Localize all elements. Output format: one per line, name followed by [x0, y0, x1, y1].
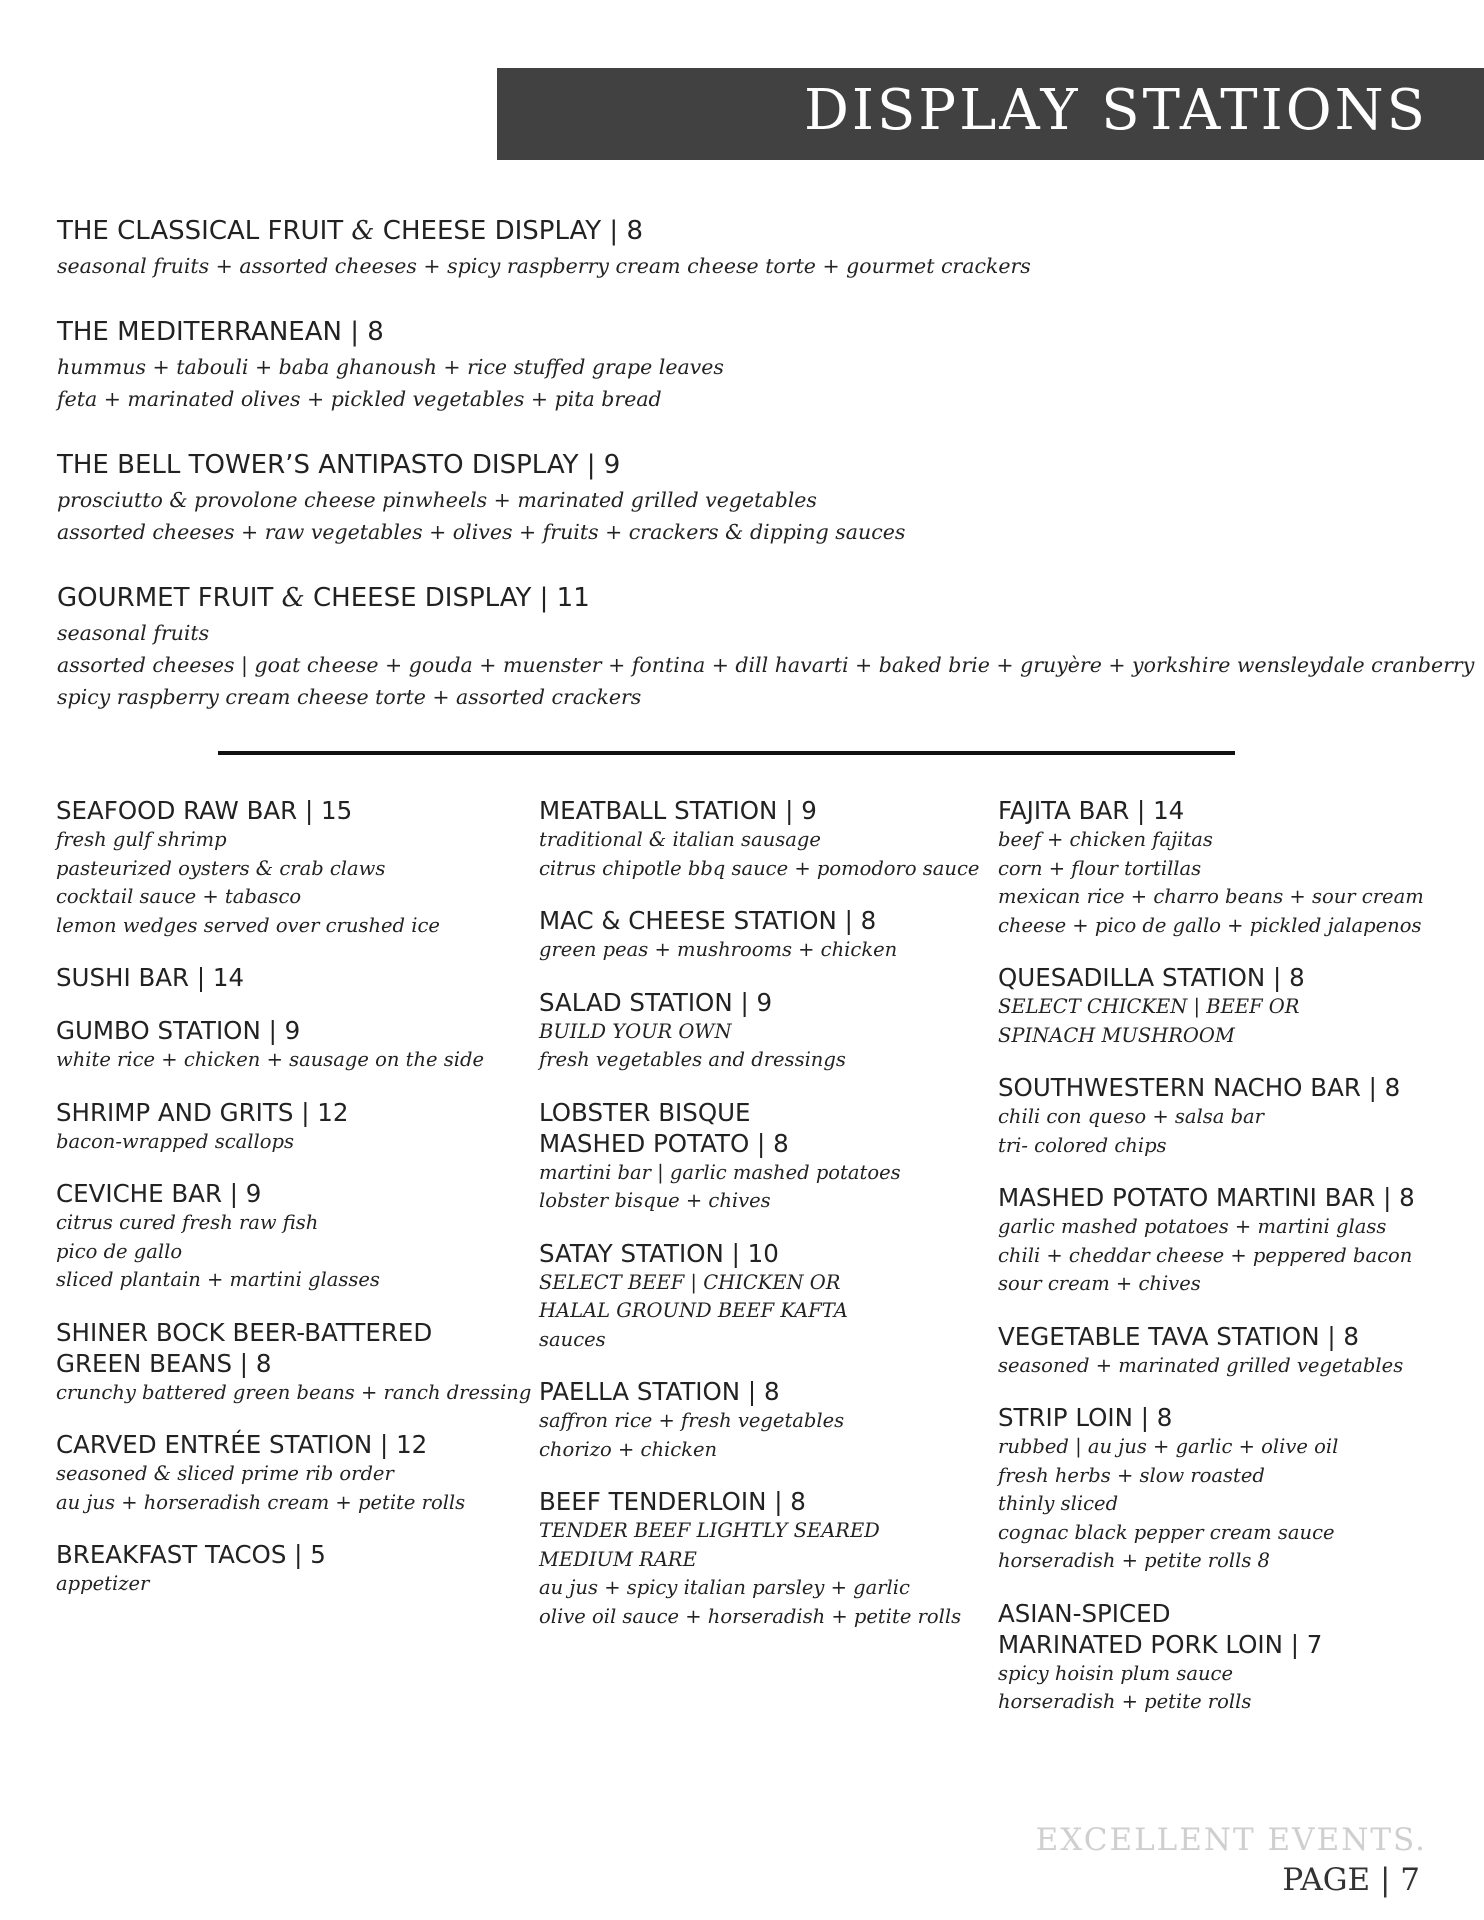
station-description: mexican rice + charro beans + sour cream [998, 885, 1424, 908]
station-description: SPINACH MUSHROOM [998, 1023, 1235, 1047]
section-description: feta + marinated olives + pickled vegetables + pita bread [57, 387, 662, 411]
station-entry [539, 987, 1009, 1075]
station-entry [998, 1598, 1468, 1717]
section-divider [218, 751, 1235, 755]
station-description: cheese + pico de gallo + pickled jalapenos [998, 913, 1422, 937]
station-entry [56, 1178, 526, 1295]
featured-entry [57, 314, 1447, 415]
station-entry [539, 1376, 1009, 1464]
station-description: fresh herbs + slow roasted [998, 1463, 1265, 1487]
station-description: appetizer [56, 1572, 150, 1595]
station-description: white rice + chicken + sausage on the side [56, 1048, 485, 1071]
station-title: PAELLA STATION | 8 [539, 1377, 780, 1406]
station-entry [56, 962, 526, 993]
section-description: spicy raspberry cream cheese torte + assorted crackers [57, 685, 642, 709]
featured-entry [57, 447, 1447, 548]
page-title: DISPLAY STATIONS [804, 78, 1428, 143]
station-title: VEGETABLE TAVA STATION | 8 [998, 1321, 1359, 1351]
station-description: beef + chicken fajitas [998, 828, 1213, 851]
station-description: HALAL GROUND BEEF KAFTA [539, 1299, 848, 1322]
featured-entry [57, 580, 1475, 713]
station-description: horseradish + petite rolls 8 [998, 1549, 1270, 1572]
station-description: chorizo + chicken [539, 1437, 718, 1461]
station-description: cocktail sauce + tabasco [56, 885, 302, 908]
station-entry [539, 1486, 1009, 1631]
station-description: garlic mashed potatoes + martini glass [998, 1215, 1387, 1238]
station-description: lobster bisque + chives [539, 1189, 771, 1212]
station-description: BUILD YOUR OWN [539, 1019, 732, 1043]
station-title: MASHED POTATO | 8 [539, 1128, 789, 1158]
featured-displays [57, 213, 1475, 745]
station-title: FAJITA BAR | 14 [998, 796, 1185, 825]
station-title: STRIP LOIN | 8 [998, 1403, 1173, 1432]
stations-column-1 [56, 795, 532, 1621]
station-description: green peas + mushrooms + chicken [539, 938, 898, 961]
station-title: BEEF TENDERLOIN | 8 [539, 1487, 806, 1516]
station-description: fresh vegetables and dressings [539, 1048, 846, 1071]
station-entry [998, 962, 1468, 1050]
station-title: CARVED ENTRÉE STATION | 12 [56, 1430, 428, 1459]
station-description: martini bar | garlic mashed potatoes [539, 1160, 901, 1184]
section-title: THE CLASSICAL FRUIT & CHEESE DISPLAY | 8 [57, 216, 644, 246]
featured-entry [57, 213, 1447, 282]
station-entry [998, 1321, 1468, 1381]
station-description: seasoned + marinated grilled vegetables [998, 1353, 1404, 1377]
station-title: GUMBO STATION | 9 [56, 1016, 301, 1045]
station-description: corn + flour tortillas [998, 856, 1202, 880]
station-description: horseradish + petite rolls [998, 1690, 1252, 1713]
station-description: SELECT CHICKEN | BEEF OR [998, 995, 1300, 1018]
station-title: SATAY STATION | 10 [539, 1238, 779, 1268]
station-description: SELECT BEEF | CHICKEN OR [539, 1270, 841, 1294]
header-banner [497, 68, 1484, 160]
stations-column-3 [998, 795, 1468, 1739]
station-description: TENDER BEEF LIGHTLY SEARED [539, 1519, 880, 1542]
station-description: saffron rice + fresh vegetables [539, 1409, 845, 1432]
stations-column-2 [539, 795, 1009, 1653]
section-description: prosciutto & provolone cheese pinwheels + marinated grilled vegetables [57, 488, 817, 512]
station-entry [539, 1097, 1009, 1216]
station-description: fresh gulf shrimp [56, 828, 227, 851]
station-title: QUESADILLA STATION | 8 [998, 963, 1305, 992]
station-title: ASIAN-SPICED [998, 1598, 1171, 1628]
station-description: chili + cheddar cheese + peppered bacon [998, 1243, 1413, 1267]
station-description: lemon wedges served over crushed ice [56, 913, 440, 937]
station-description: thinly sliced [998, 1492, 1119, 1515]
station-entry [998, 1182, 1468, 1299]
station-description: chili con queso + salsa bar [998, 1105, 1265, 1128]
section-description: seasonal fruits + assorted cheeses + spicy raspberry cream cheese torte + gourmet crackers [57, 254, 1031, 278]
station-title: SHINER BOCK BEER-BATTERED [56, 1317, 433, 1347]
section-title: THE MEDITERRANEAN | 8 [57, 317, 384, 347]
station-description: sliced plantain + martini glasses [56, 1268, 380, 1291]
station-description: au jus + spicy italian parsley + garlic [539, 1576, 910, 1599]
station-description: pasteurized oysters & crab claws [56, 856, 386, 880]
station-title: GREEN BEANS | 8 [56, 1348, 272, 1378]
station-title: MARINATED PORK LOIN | 7 [998, 1629, 1323, 1659]
station-description: crunchy battered green beans + ranch dressing [56, 1380, 532, 1404]
station-title: MEATBALL STATION | 9 [539, 796, 817, 825]
station-title: MASHED POTATO MARTINI BAR | 8 [998, 1183, 1415, 1212]
station-entry [998, 795, 1468, 940]
station-entry [56, 795, 526, 940]
page-number: PAGE | 7 [1282, 1862, 1420, 1898]
station-description: spicy hoisin plum sauce [998, 1661, 1234, 1685]
section-description: assorted cheeses + raw vegetables + olives + fruits + crackers & dipping sauces [57, 520, 906, 544]
station-title: SEAFOOD RAW BAR | 15 [56, 796, 353, 825]
section-title: GOURMET FRUIT & CHEESE DISPLAY | 11 [57, 583, 590, 613]
station-description: seasoned & sliced prime rib order [56, 1462, 394, 1485]
station-description: pico de gallo [56, 1239, 183, 1263]
station-title: SALAD STATION | 9 [539, 987, 773, 1017]
section-title: THE BELL TOWER’S ANTIPASTO DISPLAY | 9 [57, 450, 621, 480]
station-title: BREAKFAST TACOS | 5 [56, 1540, 326, 1569]
station-entry [56, 1429, 526, 1517]
station-title: CEVICHE BAR | 9 [56, 1179, 262, 1208]
station-description: au jus + horseradish cream + petite rolls [56, 1490, 466, 1514]
station-description: sour cream + chives [998, 1272, 1201, 1295]
station-description: olive oil sauce + horseradish + petite rolls [539, 1604, 962, 1628]
station-title: SOUTHWESTERN NACHO BAR | 8 [998, 1073, 1401, 1102]
station-entry [998, 1402, 1468, 1576]
section-description: assorted cheeses | goat cheese + gouda + muenster + fontina + dill havarti + baked brie + gruyère + yorkshire wensleydale cranberry [57, 653, 1475, 677]
station-entry [56, 1015, 526, 1075]
station-entry [539, 795, 1009, 883]
station-entry [56, 1317, 532, 1408]
station-entry [539, 1238, 1009, 1355]
station-title: LOBSTER BISQUE [539, 1097, 751, 1127]
station-entry [539, 905, 1009, 965]
station-description: tri- colored chips [998, 1133, 1167, 1157]
station-description: traditional & italian sausage [539, 828, 821, 851]
station-title: MAC & CHEESE STATION | 8 [539, 906, 877, 935]
section-description: seasonal fruits [57, 621, 210, 645]
section-description: hummus + tabouli + baba ghanoush + rice stuffed grape leaves [57, 355, 724, 379]
station-description: sauces [539, 1327, 606, 1351]
station-entry [56, 1539, 526, 1599]
station-title: SUSHI BAR | 14 [56, 963, 245, 992]
station-entry [998, 1072, 1468, 1160]
footer-tagline: EXCELLENT EVENTS. [1035, 1822, 1427, 1858]
station-description: MEDIUM RARE [539, 1547, 697, 1571]
station-description: citrus chipotle bbq sauce + pomodoro sauce [539, 856, 980, 880]
station-title: SHRIMP AND GRITS | 12 [56, 1097, 349, 1127]
station-entry [56, 1097, 526, 1157]
station-description: citrus cured fresh raw fish [56, 1211, 319, 1234]
station-description: rubbed | au jus + garlic + olive oil [998, 1435, 1339, 1458]
station-description: bacon-wrapped scallops [56, 1129, 294, 1153]
station-description: cognac black pepper cream sauce [998, 1520, 1335, 1544]
